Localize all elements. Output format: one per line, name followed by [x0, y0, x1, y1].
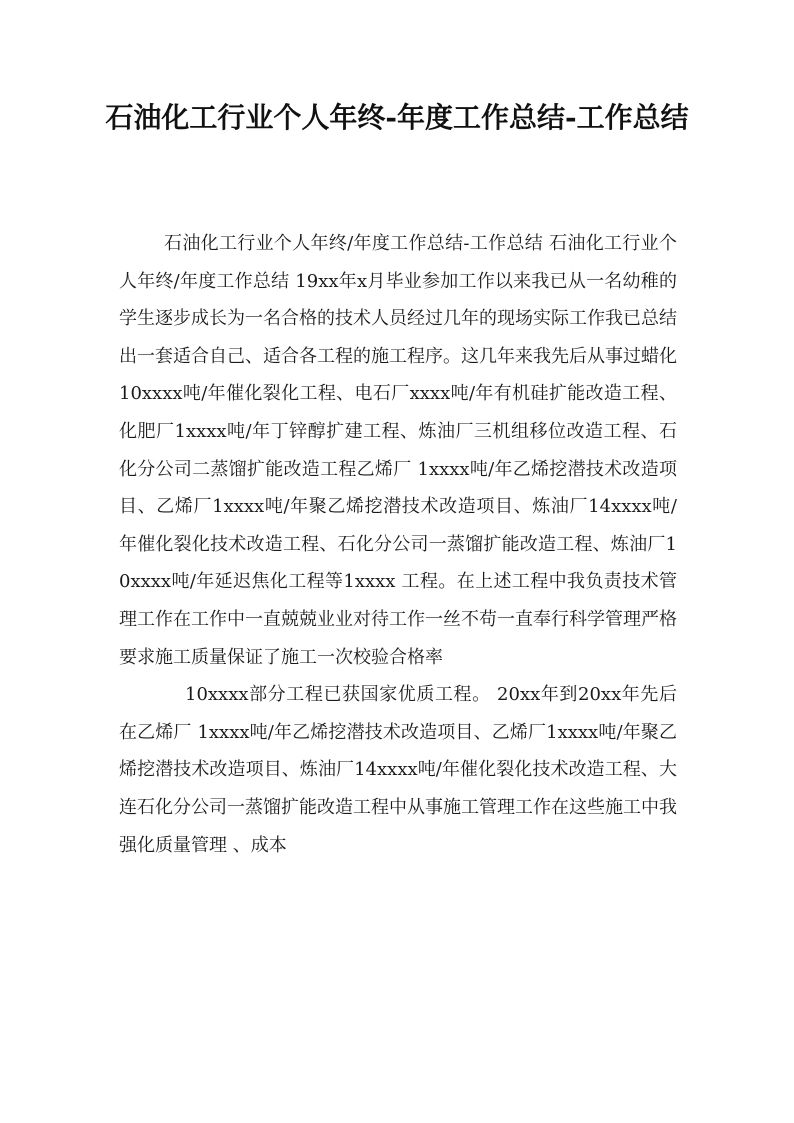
document-title: 石油化工行业个人年终-年度工作总结-工作总结 — [105, 101, 689, 134]
body-paragraph: 石油化工行业个人年终/年度工作总结-工作总结 石油化工行业个人年终/年度工作总结 19xx年x月毕业参加工作以来我已从一名幼稚的学生逐步成长为一名合格的技术人员经过几年的现场实际工作我已总结出一套适合自己、适合各工程的施工程序。这几年来我先后从事过蜡化10xxxx吨/年催化裂化工程、电石厂xxxx吨/年有机硅扩能改造工程、化肥厂1xxxx吨/年丁锌醇扩建工程、炼油厂三机组移位改造工程、石化分公司二蒸馏扩能改造工程乙烯厂 1xxxx吨/年乙烯挖潜技术改造项目、乙烯厂1xxxx吨/年聚乙烯挖潜技术改造项目、炼油厂14xxxx吨/年催化裂化技术改造工程、石化分公司一蒸馏扩能改造工程、炼油厂10xxxx吨/年延迟焦化工程等1xxxx 工程。在上述工程中我负责技术管理工作在工作中一直兢兢业业对待工作一丝不苟一直奉行科学管理严格要求施工质量保证了施工一次校验合格率 — [119, 233, 677, 668]
document-body — [119, 225, 677, 864]
body-paragraph: 10xxxx部分工程已获国家优质工程。 20xx年到20xx年先后在乙烯厂 1xxxx吨/年乙烯挖潜技术改造项目、乙烯厂1xxxx吨/年聚乙烯挖潜技术改造项目、炼油厂14xxxx吨/年催化裂化技术改造工程、大连石化分公司一蒸馏扩能改造工程中从事施工管理工作在这些施工中我强化质量管理 、成本 — [119, 684, 677, 856]
